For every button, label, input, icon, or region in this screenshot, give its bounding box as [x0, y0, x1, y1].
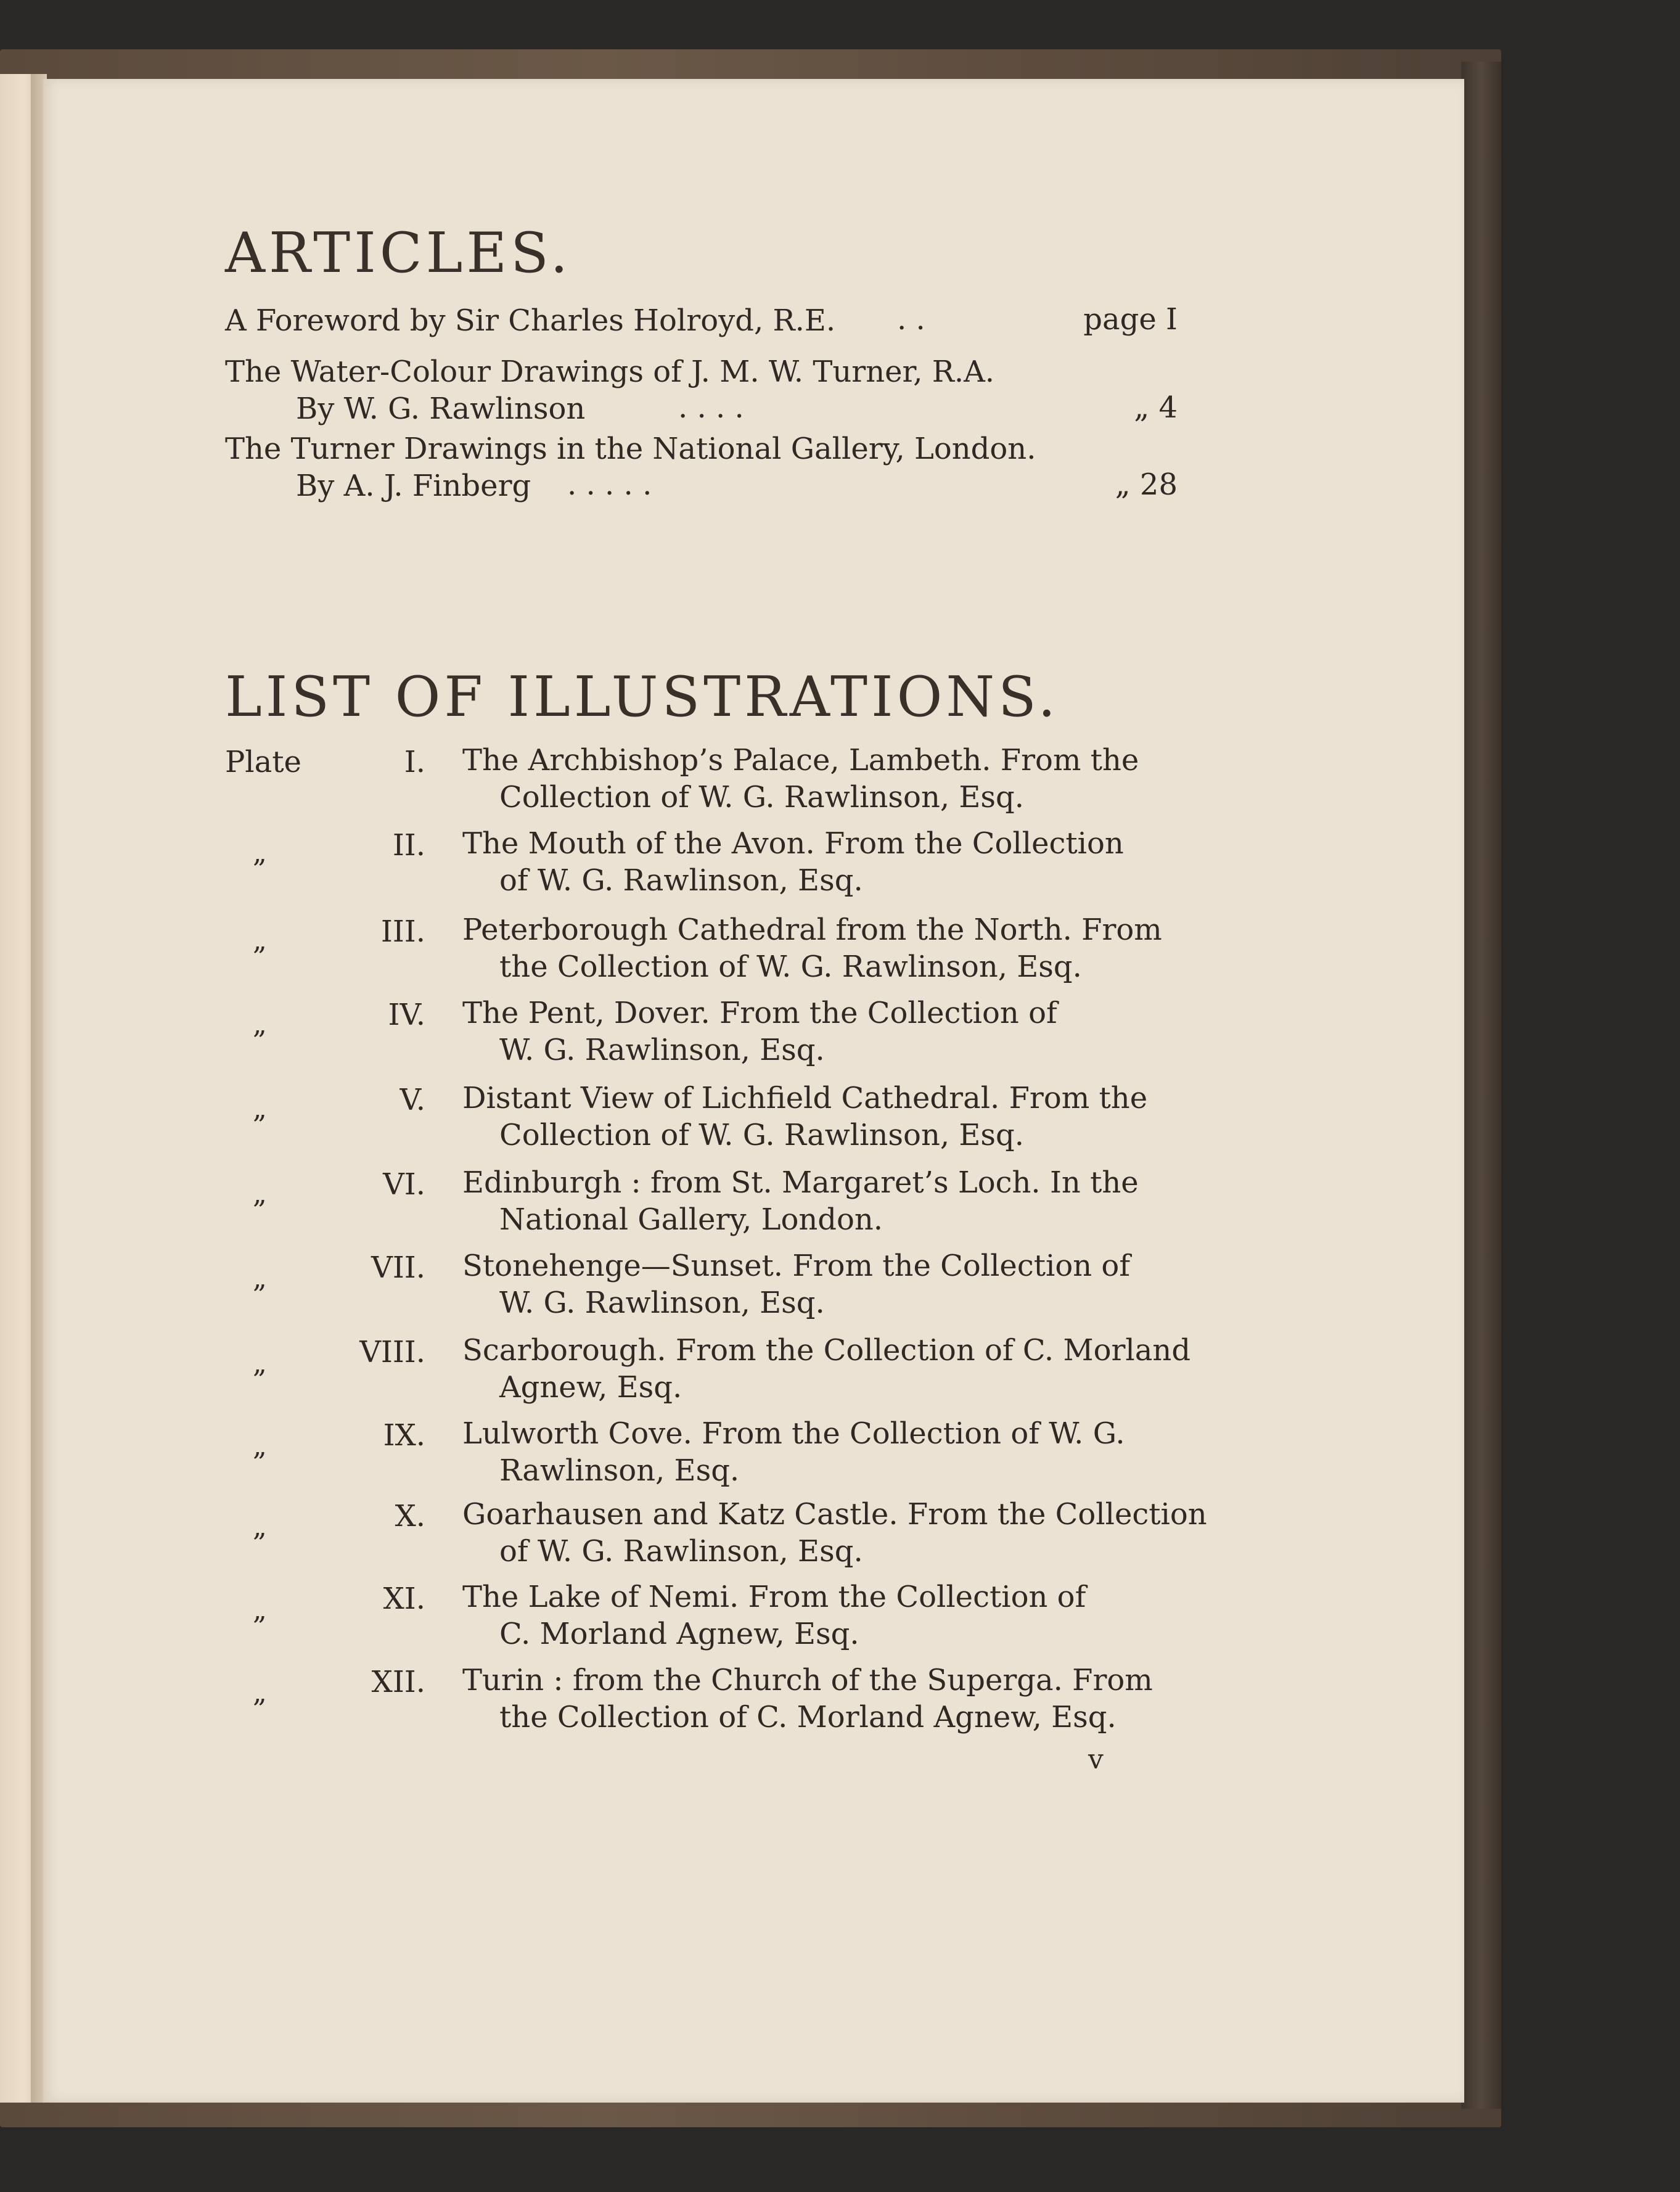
plate-2-line-1: The Mouth of the Avon. From the Collection	[462, 826, 1124, 861]
plate-11-line-1: The Lake of Nemi. From the Collection of	[462, 1580, 1086, 1614]
plate-8-line-1: Scarborough. From the Collection of C. Morland	[462, 1333, 1191, 1368]
article-2-title: The Water-Colour Drawings of J. M. W. Turner, R.A.	[225, 355, 995, 389]
plate-4-ditto: „	[253, 1009, 267, 1040]
illustrations-heading: LIST OF ILLUSTRATIONS.	[225, 665, 1060, 729]
plate-2-ditto: „	[253, 837, 267, 869]
plate-7-numeral: VII.	[371, 1250, 425, 1285]
article-3-leaders: . . . . .	[567, 467, 652, 502]
plate-2-numeral: II.	[392, 828, 425, 863]
plate-4-line-2: W. G. Rawlinson, Esq.	[499, 1033, 825, 1067]
plate-6-line-2: National Gallery, London.	[499, 1202, 883, 1237]
plate-4-numeral: IV.	[388, 998, 425, 1032]
plate-8-line-2: Agnew, Esq.	[499, 1370, 682, 1405]
plate-4-line-1: The Pent, Dover. From the Collection of	[462, 996, 1057, 1030]
plate-10-numeral: X.	[395, 1499, 425, 1533]
plate-6-line-1: Edinburgh : from St. Margaret’s Loch. In the	[462, 1165, 1139, 1200]
page-number: v	[1088, 1744, 1104, 1775]
plate-11-ditto: „	[253, 1595, 267, 1626]
plate-3-numeral: III.	[380, 914, 425, 949]
plate-8-ditto: „	[253, 1348, 267, 1379]
plate-12-line-2: the Collection of C. Morland Agnew, Esq.	[499, 1700, 1117, 1734]
plate-6-ditto: „	[253, 1178, 267, 1210]
plate-12-numeral: XII.	[371, 1665, 425, 1699]
plate-9-line-1: Lulworth Cove. From the Collection of W. G.	[462, 1416, 1125, 1451]
plate-10-line-1: Goarhausen and Katz Castle. From the Collection	[462, 1497, 1207, 1532]
plate-7-line-1: Stonehenge—Sunset. From the Collection of	[462, 1249, 1131, 1283]
plate-8-numeral: VIII.	[359, 1335, 425, 1369]
article-2-page-ref: „ 4	[1134, 390, 1178, 425]
plate-5-line-1: Distant View of Lichfield Cathedral. From the	[462, 1081, 1148, 1115]
plate-9-ditto: „	[253, 1431, 267, 1462]
plate-5-ditto: „	[253, 1093, 267, 1125]
plate-3-line-1: Peterborough Cathedral from the North. From	[462, 913, 1162, 947]
article-1-page-ref: page I	[1083, 302, 1178, 337]
plate-3-line-2: the Collection of W. G. Rawlinson, Esq.	[499, 950, 1082, 984]
plate-3-ditto: „	[253, 925, 267, 956]
plate-1-line-2: Collection of W. G. Rawlinson, Esq.	[499, 780, 1025, 815]
article-1-title: A Foreword by Sir Charles Holroyd, R.E.	[225, 303, 836, 338]
article-3-byline: By A. J. Finberg	[296, 469, 531, 503]
article-2-leaders: . . . .	[678, 390, 744, 425]
plate-12-line-1: Turin : from the Church of the Superga. From	[462, 1663, 1153, 1697]
plate-1-numeral: I.	[404, 745, 425, 779]
plate-1-line-1: The Archbishop’s Palace, Lambeth. From the	[462, 743, 1139, 778]
plate-5-line-2: Collection of W. G. Rawlinson, Esq.	[499, 1118, 1025, 1152]
article-3-title: The Turner Drawings in the National Gallery, London.	[225, 432, 1036, 466]
plate-10-line-2: of W. G. Rawlinson, Esq.	[499, 1534, 863, 1569]
plate-12-ditto: „	[253, 1677, 267, 1709]
articles-heading: ARTICLES.	[225, 221, 572, 285]
article-1-leaders: . .	[897, 302, 925, 337]
plate-11-line-2: C. Morland Agnew, Esq.	[499, 1617, 859, 1651]
page	[43, 79, 1464, 2103]
plate-11-numeral: XI.	[383, 1582, 425, 1616]
plate-9-line-2: Rawlinson, Esq.	[499, 1453, 740, 1488]
plate-10-ditto: „	[253, 1511, 267, 1543]
plate-7-ditto: „	[253, 1263, 267, 1294]
plate-5-numeral: V.	[400, 1083, 425, 1117]
article-3-page-ref: „ 28	[1115, 467, 1178, 502]
plate-7-line-2: W. G. Rawlinson, Esq.	[499, 1286, 825, 1320]
plate-2-line-2: of W. G. Rawlinson, Esq.	[499, 863, 863, 898]
plate-9-numeral: IX.	[383, 1418, 425, 1453]
plate-label: Plate	[225, 745, 301, 779]
article-2-byline: By W. G. Rawlinson	[296, 392, 586, 426]
plate-6-numeral: VI.	[383, 1167, 425, 1202]
book-back-board	[1461, 62, 1501, 2109]
